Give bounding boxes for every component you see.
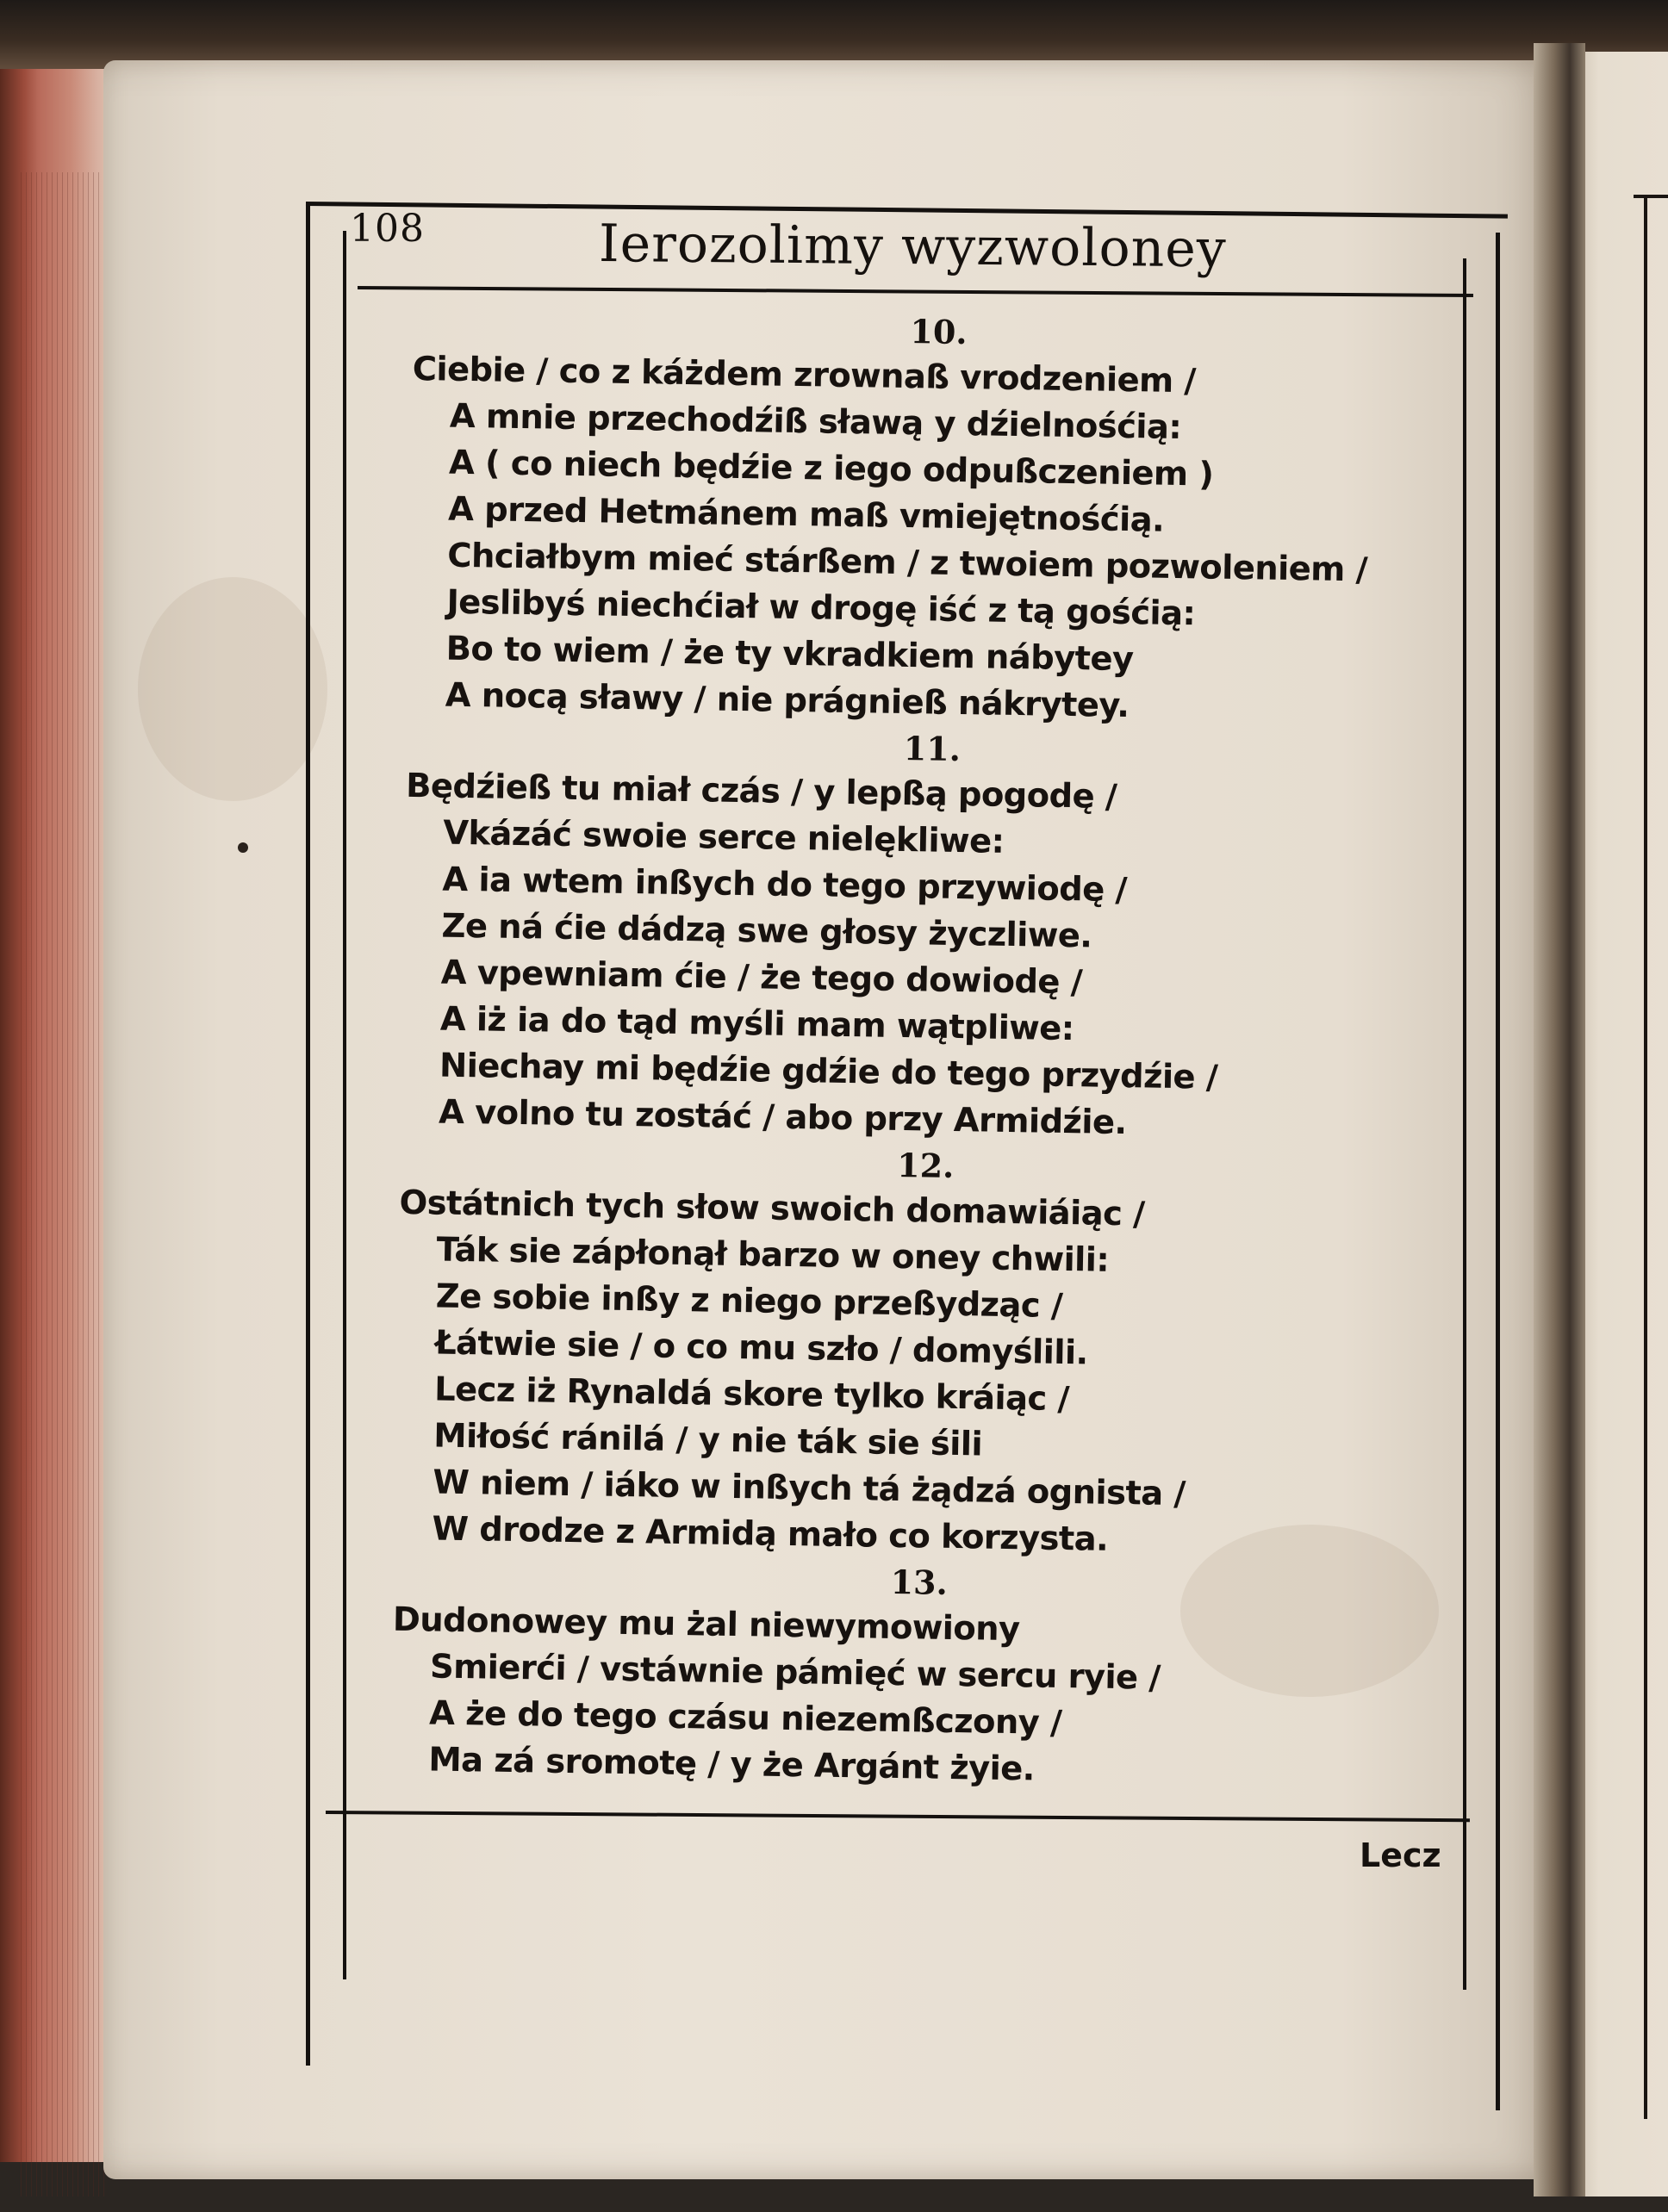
stanza-number: 10. <box>910 312 968 352</box>
verse-line: Ze sobie inßy z niego przeßydząc / <box>435 1277 1063 1326</box>
verse-line: A iż ia do tąd myśli mam wątpliwe: <box>439 999 1074 1049</box>
stanza-number: 13. <box>890 1562 949 1602</box>
page-edges-texture <box>21 172 107 2196</box>
stanza-number: 11. <box>903 729 962 769</box>
verse-line: A przed Hetmánem maß vmiejętnośćią. <box>447 489 1165 540</box>
frame-rule-right-inner <box>1463 258 1466 1990</box>
running-title: Ierozolimy wyzwoloney <box>598 214 1227 280</box>
book-gutter <box>1534 43 1585 2196</box>
verse-line: W niem / iáko w inßych tá żądzá ognista / <box>433 1463 1186 1514</box>
verse-line: Ze ná ćie dádzą swe głosy życzliwe. <box>441 906 1092 956</box>
verse-line: Ma zá sromotę / y że Argánt żyie. <box>428 1740 1036 1789</box>
verse-line: W drodze z Armidą mało co korzysta. <box>432 1509 1109 1559</box>
verse-line: A że do tego czásu niezemßczony / <box>428 1693 1062 1743</box>
frame-rule-left-inner <box>343 231 346 1979</box>
catchword: Lecz <box>1360 1836 1441 1874</box>
verse-line: Smierći / vstáwnie pámięć w sercu ryie / <box>429 1647 1161 1698</box>
verse-line: Vkázáć swoie serce nielękliwe: <box>442 813 1005 861</box>
verse-line: Lecz iż Rynaldá skore tylko kráiąc / <box>433 1370 1070 1420</box>
verse-line: Będźieß tu miał czás / y lepßą pogodę / <box>405 766 1117 817</box>
verse-line: Ostátnich tych słow swoich domawiáiąc / <box>399 1183 1145 1234</box>
stanza-number: 12. <box>896 1145 955 1185</box>
frame-rule-left-outer <box>306 205 310 2066</box>
verse-line: Bo to wiem / że ty vkradkiem nábytey <box>445 629 1134 680</box>
verse-line: A ia wtem inßych do tego przywiodę / <box>442 860 1128 910</box>
ink-speck <box>238 842 248 853</box>
verse-line: A nocą sławy / nie prágnieß nákrytey. <box>445 675 1130 726</box>
verse-line: A mnie przechodźiß sławą y dźielnośćią: <box>449 396 1182 448</box>
verse-line: Miłość ránilá / y nie ták sie śili <box>433 1416 983 1464</box>
verse-line: Ták sie zápłonął barzo w oney chwili: <box>436 1230 1110 1280</box>
verse-line: Łátwie sie / o co mu szło / domyślili. <box>434 1323 1088 1373</box>
verse-line: A volno tu zostáć / abo przy Armidźie. <box>438 1092 1127 1143</box>
verse-line: Niechay mi będźie gdźie do tego przydźie / <box>439 1046 1218 1097</box>
poem-text-block <box>390 301 1465 1799</box>
verse-line: Dudonowey mu żal niewymowiony <box>392 1600 1020 1650</box>
facing-page-frame-rule <box>1644 198 1647 2119</box>
verse-line: Ciebie / co z káżdem zrownaß vrodzeniem / <box>412 349 1197 401</box>
frame-rule-right-outer <box>1496 233 1500 2110</box>
paper-stain <box>138 577 327 801</box>
facing-page-frame-rule <box>1634 195 1668 198</box>
verse-line: A ( co niech będźie z iego odpußczeniem ) <box>448 443 1214 494</box>
verse-line: A vpewniam ćie / że tego dowiodę / <box>440 953 1083 1003</box>
verse-line: Chciałbym mieć stárßem / z twoiem pozwoleniem / <box>447 536 1368 590</box>
verse-line: Jeslibyś niechćiał w drogę iść z tą gośćią: <box>446 582 1196 634</box>
page-number: 108 <box>350 207 425 251</box>
